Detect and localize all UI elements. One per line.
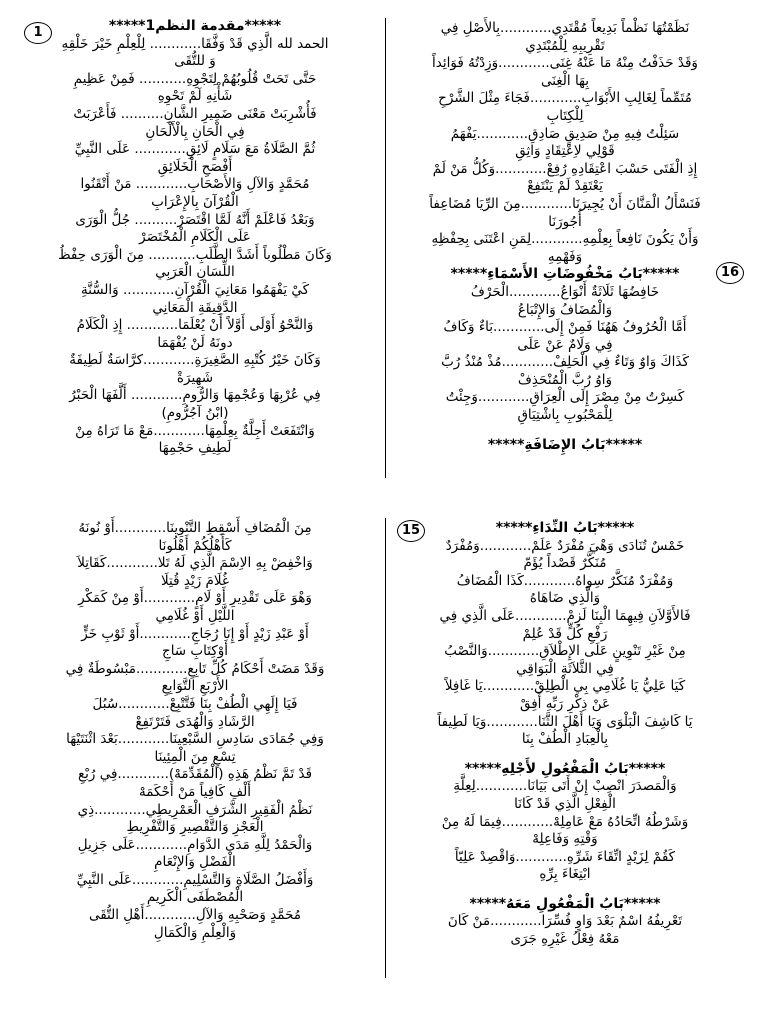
verse-line: لِلْمَحْبُوبِ بِاشْتِيَاقِ	[517, 407, 613, 424]
verse-line: اللَّيْلِ أَوْ غُلَامِي	[155, 607, 235, 624]
verse-line: سَئِلْتُ فِيهِ مِنْ صَدِيقٍ صَادِقِ............يَفْهَمُ	[450, 125, 680, 142]
verse-line: تَعْرِيفُهُ اسْمٌ بَعْدَ وَاوٍ فُسِّرَا............مَنْ كَانَ	[447, 913, 683, 930]
verse-line: فِي الْحَانِ بِالْأَلْحَانِ	[145, 123, 245, 140]
verse-line: وَكَانَ خَيْرُ كُتْبِهِ الصَّغِيرَةِ............كرَّاسَةٌ لَطِيفَةٌ	[69, 352, 321, 369]
verse-line: وَأَفْضَلُ الصَّلَاةِ وَالتَّسْلِيمِ............عَلَى النَّبِيِّ	[76, 871, 314, 888]
verse-line: قَوْلِي لاِعْتِقَادٍ وَاثِقِ	[515, 143, 615, 160]
section-title: *****بَابُ الإِضَافَةِ*****	[487, 436, 643, 453]
verse-line: مِنْ غَيْرِ تَنْوِينٍ عَلَى الإِطْلاَقِ............وَالنَّصْبُ	[444, 643, 686, 660]
verse-line: بِالْعِبَادِ الْطُفْ بِنَا	[521, 731, 609, 748]
verse-line: مُنَكَّرٌ قَصْداً يُؤَمّ	[523, 555, 607, 572]
verse-line: وَالْحَمْدُ لِلَّهِ مَدَى الدَّوَامِ............عَلَى جَزِيلِ	[77, 836, 313, 853]
verse-line: الْفِعْلِ الَّذِي قَدْ كَانَا	[514, 795, 616, 812]
verse-line: وَالْمُضَافُ وَالإِتْبَاعُ	[517, 301, 613, 318]
verse-line: وَهْوَ عَلَى تَقْدِيرِ أَوْ لَامٍ............أَوْ مِنْ كَمَكْرِ	[78, 590, 312, 607]
verse-line: مَعْهُ فِعْلُ غَيْرِهِ جَرَى	[510, 931, 620, 948]
verse-line: فِي وَلَامٌ عَنْ عَلَى	[517, 336, 613, 353]
verse-line: وَ للتُّقَى	[174, 53, 216, 70]
verse-line: كَيَا عَلِيُّ يَا غُلَامِي بِي الْطِلِقْ............يَا غَافِلاً	[444, 678, 686, 695]
verse-line: وَالَّذِي ضَاهَاهُ	[529, 590, 601, 607]
verse-line: وَالْعِلْمِ وَالْكَمَالِ	[153, 924, 237, 941]
verse-line: وَأَنْ يَكُونَ نَافِعاً بِعِلْمِهِ............لِمَنِ اعْتَنَى بِحِفْظِهِ	[431, 231, 699, 248]
verse-line: وَقَدْ حَذَفْتُ مِنْهُ مَا عَنْهُ غِنَى............وَزِدْتُهُ فَوَائِداً	[432, 55, 698, 72]
verse-line: فَنَسْأَلُ الْمَنَّانَ أَنْ يُجِيرَنَا............مِنَ الرِّيَا مُضَاعِفاً	[429, 195, 701, 212]
verse-line: مُحَمَّدٍ وَصَحْبِهِ وَالآلِ............أَهْلِ التُّقَى	[88, 907, 302, 924]
verse-line: أَلْفِ كَافِياً مَنْ أَحْكَمَهْ	[139, 783, 251, 800]
panel-genitive-nouns	[395, 20, 735, 454]
verse-line: (ابْنُ آجُرُّومِ)	[161, 405, 229, 422]
verse-line: غُلَامَ زَيْدٍ قُتِلَا	[160, 572, 229, 589]
verse-line: قَدْ تَمَّ نَظْمُ هَذِهِ (الْمُقَدِّمَهْ)............فِي رُبْعِ	[77, 766, 313, 783]
verse-line: عَلَى الْكَلَامِ الْمُخْتَصَرْ	[139, 229, 251, 246]
verse-line: إِذِ الْفَتَى حَسْبَ اعْتِقَادِهِ رُفِعْ............وَكُلُّ مَنْ لَمْ	[432, 160, 698, 177]
page-number-badge: 1	[24, 22, 52, 44]
verse-line: فَالأَوَّلاَنِ فِيهِمَا الْبِنَا لَزِمْ............عَلَى الَّذِي فِي	[439, 607, 691, 624]
verse-line: كَسِرْتُ مِنْ مِصْرَ إِلَى الْعِرَاقِ............وَجِئْتُ	[445, 389, 685, 406]
verse-line: شَهِيرَةْ	[176, 369, 214, 386]
verse-line: فَيَا إِلَهِي الْطُفْ بِنَا فَتَّتْبِعْ............سُبُلَ	[92, 695, 298, 712]
verse-line: مُتَمِّماً لِغَالِبِ الأَبْوَابِ............فَجَاءَ مِثْلَ الشَّرْحِ	[438, 90, 692, 107]
verse-line: خَافِضُهَا ثَلَاثَةٌ أَنْوَاعُ............الْحَرْفُ	[470, 283, 660, 300]
page-number-badge: 16	[716, 262, 744, 284]
verse-line: مُحَمَّدٍ وَالآلِ وَالأَصْحَابِ............ مَنْ أَتْقَنُوا	[80, 176, 310, 193]
verse-line: رَفْعِ كُلٍّ قَدْ عُلِمْ	[522, 625, 608, 642]
section-title: *****بَابُ مَخْفُوضَاتِ الأَسْمَاءِ*****	[450, 266, 680, 283]
verse-line: حَتَّى تَحَتْ قُلُوبُهُمْ لِتَجْوِهِ........... فَمِنْ عَظِيمِ	[73, 70, 317, 87]
verse-line: عَنْ ذِكْرِ رَبِّهِ أَفِقْ	[519, 695, 611, 712]
verse-line: لِلْكِتَابِ	[546, 107, 584, 124]
verse-line: أَفْصَحِ الْخَلَائِقِ	[157, 158, 233, 175]
panel-idafa-continued	[30, 520, 360, 942]
verse-line: مِنَ الْمُضَافِ أَسْقِطِ التَّنْوِينَا............أَوْ نُونَهُ	[78, 520, 312, 536]
verse-line: وَاخْفِضْ بِهِ الاِسْمَ الَّذِي لَهُ تَلا............كَقَاتِلاَ	[77, 555, 313, 572]
verse-line: بِهَا الْغِنَى	[540, 72, 590, 89]
section-title: *****مقدمة النظم1*****	[108, 18, 282, 34]
verse-line: الْمُصْطَفَى الْكَرِيمِ	[146, 889, 244, 906]
verse-line: كَقُمْ لِزَيْدٍ اتِّقَاءَ شَرِّهِ............وَاقْصِدْ عَلِيّاً	[454, 848, 676, 865]
page-number-badge: 15	[397, 520, 425, 542]
verse-line: وَقَدْ مَضَتْ أَحْكَامُ كُلِّ تَابِعِ............مَبْسُوطَةٌ فِي	[65, 660, 325, 677]
verse-line: الحمد لله الَّذِي قَدْ وَفَّقَا............ لِلْعِلْمِ خَيْرَ خَلْقِهِ	[61, 35, 329, 52]
verse-line: أَمَّا الْحُرُوفُ هَهُنَا فَمِنْ إِلَى............بَاءٌ وَكَافُ	[443, 319, 687, 336]
section-title: *****بَابُ الْمَفْعُولِ مَعَهُ*****	[469, 895, 661, 912]
verse-line: وَفَهْمِهِ	[547, 248, 583, 265]
verse-line: وَمُفْرَدٌ مُنَكَّرٌ سِواهُ............كَذَا الْمُضَافُ	[456, 572, 674, 589]
verse-line: أَوْكِتَابِ سَاجِ	[161, 643, 229, 660]
verse-line: الرَّشَادِ وَالْهُدَى فَتَرْتَفِعْ	[135, 713, 255, 730]
verse-line: الدَّقِيقَةِ الْمَعَانِي	[152, 299, 238, 316]
verse-line: دونَهُ لَنْ يُفْهَمَا	[157, 334, 233, 351]
verse-line: أُجُورَنَا	[548, 213, 582, 230]
verse-line: وَبَعْدُ فَاعْلَمْ أَنَّهُ لَمَّا اقْتَصَرْ.......... جُلُّ الْوَرَى	[75, 211, 315, 228]
verse-line: يَا كَاشِفَ الْبَلْوَى وَيَا أَهْلَ الثَّنَا............وَيَا لَطِيفاً	[437, 713, 693, 730]
verse-line: وَكَانَ مَطْلُوباً أَشَدَّ الطَّلَبِ........... مِنَ الْوَرَى حِفْظُ	[58, 246, 332, 263]
verse-line: الْقُرْآنَ بِالإِعْرَابِ	[151, 193, 239, 210]
verse-line: فَأُشْرِبَتْ مَعْنَى ضَمِيرِ الشَّانِ.......... فَأَعْرَبَتْ	[73, 105, 317, 122]
verse-line: تِسْعٍ مِنَ الْمِئِينَا	[154, 748, 236, 765]
verse-line: وَفِي جُمَادَى سَادِسِ السَّبْعِينَا............بَعْدَ اثْنَتَيْهَا	[66, 731, 324, 748]
verse-line: خَمْسٌ تُنَادَى وَهْيَ مُفْرَدٌ عَلَمْ............وَمُفْرَدٌ	[445, 537, 685, 554]
verse-line: وَشَرْطُهُ اتِّحَادُهُ مَعْ عَامِلِهْ............فِيمَا لَهُ مِنْ	[441, 813, 689, 830]
verse-line: يَعْتَقِدْ لَمْ يَنْتَفِعْ	[527, 178, 603, 195]
verse-line: نَظَمْتُهَا نَظْماً بَدِيعاً مُقْتَدِي............بِالأَصْلِ فِي	[440, 20, 690, 36]
verse-line: ثُمَّ الصَّلَاةُ مَعَ سَلَامٍ لَائِقِ............ عَلَى النَّبِيِّ	[74, 141, 316, 158]
verse-line: نَظْمُ الْفَقِيرِ الشَّرَفِ الْعَمْرِيطِي............ذِي	[77, 801, 313, 818]
verse-line: تَقْرِيبِهِ لِلْمُبْتَدِي	[525, 37, 605, 54]
verse-line: وَالنَّحْوُ أَوْلَى أَوَّلاً أَنْ يُعْلَمَا............ إِذِ الْكَلَامُ	[76, 317, 314, 334]
verse-line: كَيْ يَفْهَمُوا مَعَانِيَ الْقُرْآنِ............ وَالسُّنَّةِ	[80, 281, 310, 298]
verse-line: اللِّسَانِ الْعَرَبِي	[155, 264, 235, 281]
verse-line: وَقْتِهِ وَفَاعِلِهْ	[532, 831, 598, 848]
verse-line: كَأَهْلُكُمْ أَهْلُونَا	[158, 537, 232, 554]
panel-introduction	[30, 18, 360, 458]
verse-line: وَاوُ رُبَّ الْمُنْحَذِفْ	[517, 371, 613, 388]
verse-line: الأَرْبَعِ التَّوَابِعِ	[161, 678, 229, 695]
column-divider-top	[385, 18, 386, 478]
verse-line: كَذَاكَ وَاوٌ وَتَاءٌ فِي الْحَلِفْ............مُذْ مُنْذُ رُبَّ	[441, 354, 689, 371]
verse-line: الْفَضْلِ وَالإِنْعَامِ	[154, 854, 236, 871]
verse-line: الْعَجْزِ وَالتَّقْصِيرِ وَالتَّفْرِيطِ	[126, 819, 264, 836]
section-title: *****بَابُ النِّدَاءِ*****	[495, 520, 635, 536]
column-divider-bottom	[385, 518, 386, 978]
verse-line: فِي الثَّلاَثَةِ الْبَوَاقِي	[516, 660, 614, 677]
verse-line: أَوْ عَبْدِ زَيْدٍ أَوْ إِنَا رُجَاجِ............أَوْ ثَوْبِ خَزٍّ	[81, 625, 309, 642]
section-title: *****بَابُ الْمَفْعُولِ لأَجْلِهِ*****	[464, 760, 666, 777]
verse-line: وَالْمَصدَرَ انْصِبْ إِنْ أَتَى بَيَانَا............لِعِلَّةِ	[453, 778, 677, 795]
panel-vocative	[395, 520, 735, 949]
verse-line: وَانْتَفَعَتْ أَجِلَّةٌ بِعِلْمِهَا............مَعْ مَا تَرَاهُ مِنْ	[75, 422, 315, 439]
verse-line: لَطِيفِ حَجْمِهَا	[158, 440, 232, 457]
verse-line: ابْتِغَاءَ بِرِّهِ	[539, 866, 591, 883]
verse-line: شَأْنِهِ لَمْ تَحْوِهِ	[157, 88, 233, 105]
verse-line: فِي عُرْبِهَا وَعُجْمِهَا وَالرُّومِ............ أَلَّفَهَا الْحَبْرُ	[69, 387, 321, 404]
